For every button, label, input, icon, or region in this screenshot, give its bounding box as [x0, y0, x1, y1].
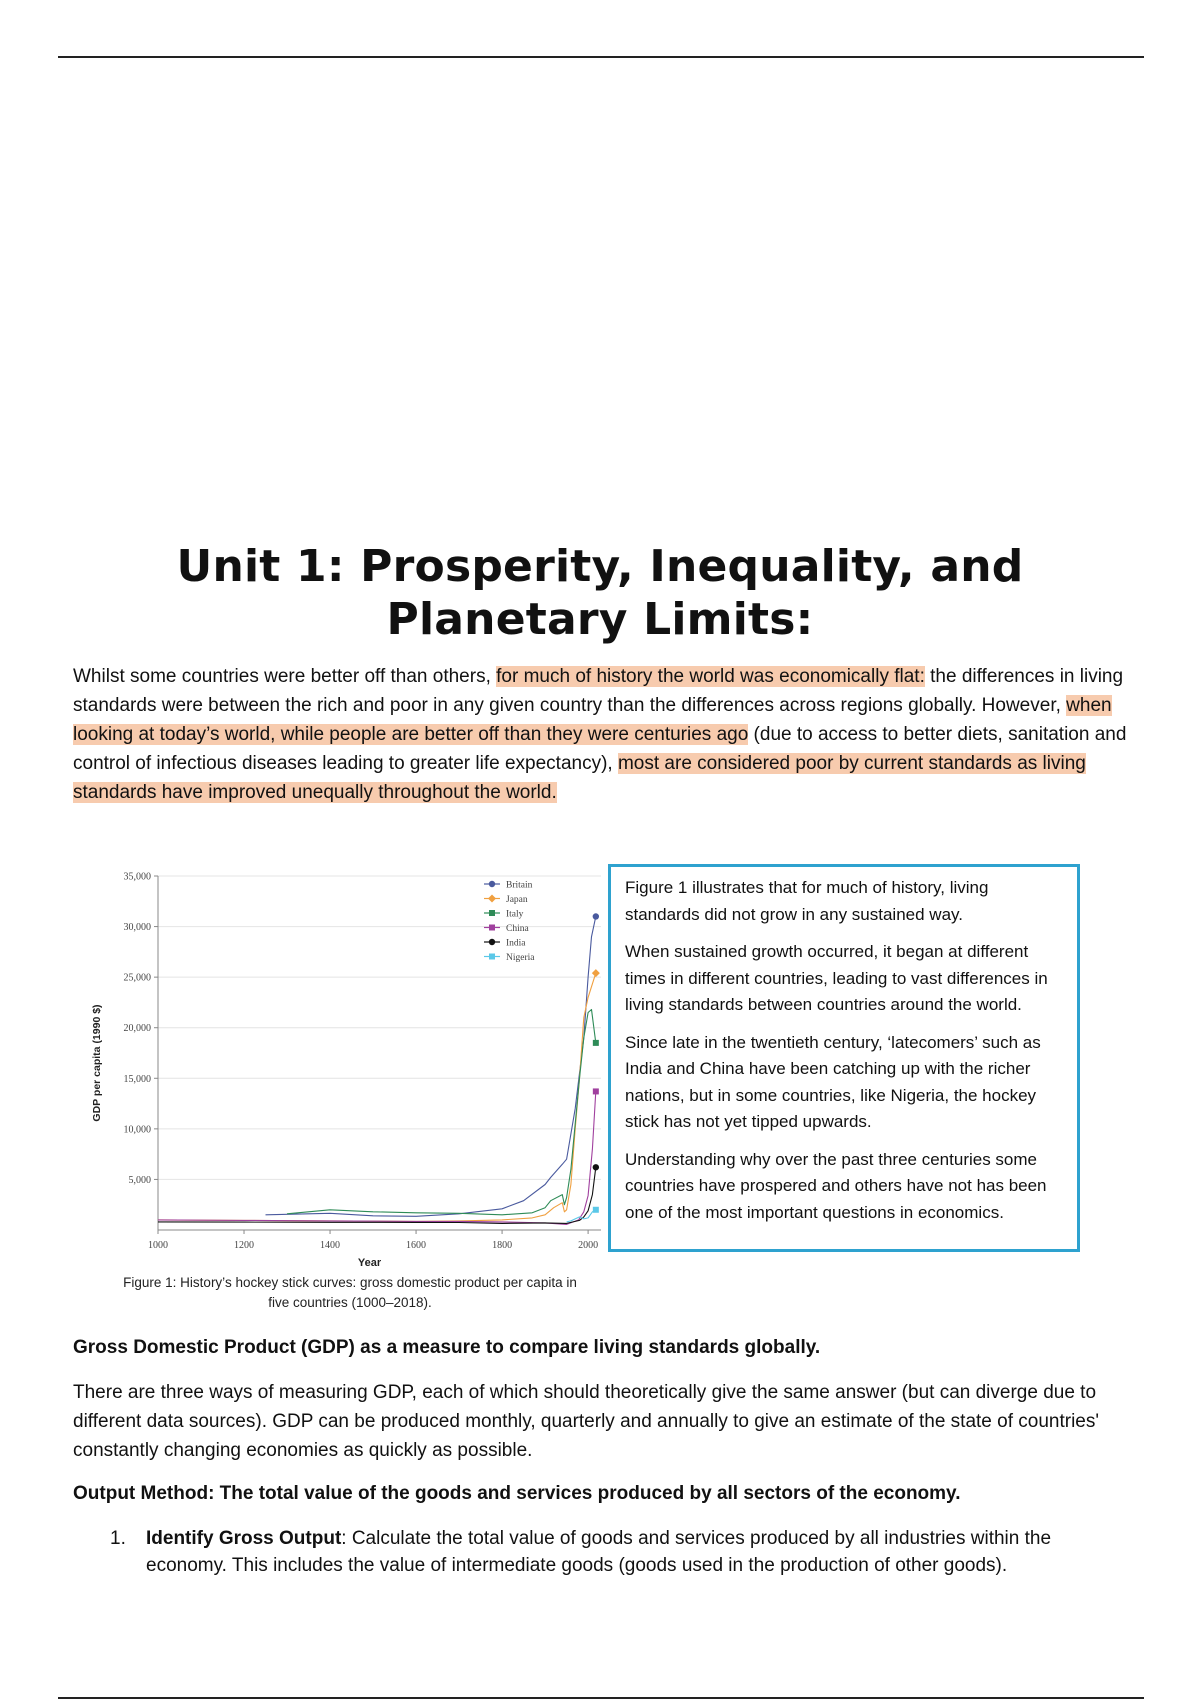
series-endpoint-italy — [593, 1040, 599, 1046]
x-tick-label: 1200 — [234, 1240, 255, 1251]
intro-paragraph — [73, 662, 1131, 807]
y-tick-label: 15,000 — [123, 1073, 151, 1085]
y-tick-label: 5,000 — [128, 1174, 151, 1186]
intro-text-1: Whilst some countries were better off than others, — [73, 666, 497, 687]
x-tick-label: 1400 — [320, 1240, 341, 1251]
callout-paragraph-1: Figure 1 illustrates that for much of history, living standards did not grow in any sustained way. — [625, 878, 989, 924]
x-tick-label: 1600 — [406, 1240, 427, 1251]
legend-marker-nigeria — [489, 954, 495, 960]
x-tick-label: 1000 — [148, 1240, 168, 1251]
page-title: Unit 1: Prosperity, Inequality, and Planetary Limits: — [176, 541, 1024, 645]
x-axis-label: Year — [357, 1257, 382, 1269]
legend-label-japan: Japan — [506, 895, 528, 905]
y-axis-label: GDP per capita (1990 $) — [91, 1004, 103, 1122]
legend-marker-china — [489, 925, 495, 931]
gdp-section-heading: Gross Domestic Product (GDP) as a measure to compare living standards globally. — [73, 1337, 821, 1358]
gdp-line-chart — [86, 860, 606, 1275]
y-tick-label: 30,000 — [123, 922, 151, 934]
callout-paragraph-4: Understanding why over the past three centuries some countries have prospered and others have not has been one of the most important questions in economics. — [625, 1149, 1047, 1222]
series-endpoint-china — [593, 1088, 599, 1094]
y-tick-label: 35,000 — [123, 871, 151, 883]
callout-paragraph-3: Since late in the twentieth century, ‘latecomers’ such as India and China have been catching up with the richer nations, but in some countries, like Nigeria, the hockey stick has not yet tipped upwards. — [625, 1032, 1041, 1131]
list-item-term: Identify Gross Output — [146, 1528, 342, 1549]
y-tick-label: 25,000 — [123, 972, 151, 984]
series-endpoint-india — [593, 1164, 599, 1170]
figure-callout-box — [608, 864, 1080, 1252]
series-endpoint-nigeria — [593, 1207, 599, 1213]
y-tick-label: 20,000 — [123, 1023, 151, 1035]
list-item — [110, 1525, 1120, 1579]
steps-list — [110, 1525, 1120, 1579]
legend-label-china: China — [506, 924, 529, 934]
gdp-paragraph: There are three ways of measuring GDP, each of which should theoretically give the same answer (but can diverge due to different data sources). GDP can be produced monthly, quarterly and annually to give an estimate of the state of countries' constantly changing economies as quickly as possible. — [73, 1382, 1099, 1461]
legend-marker-britain — [489, 881, 495, 887]
output-method-heading: Output Method: The total value of the goods and services produced by all sectors of the economy. — [73, 1483, 961, 1504]
legend-label-italy: Italy — [506, 909, 524, 920]
y-tick-label: 10,000 — [123, 1124, 151, 1136]
list-item-text: : Calculate the total value of goods and services produced by all industries within the economy. This includes the value of intermediate goods (goods used in the production of other goods). — [146, 1528, 1052, 1576]
top-rule — [58, 56, 1144, 58]
legend-label-nigeria: Nigeria — [506, 953, 535, 963]
intro-text-2: the differences in living standards were between the rich and poor in any given country than the differences across regions globally. However, — [73, 666, 1124, 716]
legend-marker-india — [489, 939, 495, 945]
x-tick-label: 1800 — [492, 1240, 513, 1251]
legend-label-india: India — [506, 938, 526, 949]
legend-label-britain: Britain — [506, 880, 533, 891]
intro-highlight-1: for much of history the world was economically flat: — [496, 666, 925, 687]
intro-highlight-3: most are considered poor by current standards as living standards have improved unequally throughout the world. — [73, 753, 1086, 803]
list-item-number: 1. — [110, 1528, 126, 1549]
intro-highlight-2: when looking at today’s world, while people are better off than they were centuries ago — [73, 695, 1112, 745]
intro-text-3: (due to access to better diets, sanitation and control of infectious diseases leading to greater life expectancy), — [73, 724, 1127, 774]
series-endpoint-britain — [593, 913, 599, 919]
x-tick-label: 2000 — [578, 1240, 599, 1251]
callout-paragraph-2: When sustained growth occurred, it began at different times in different countries, leading to vast differences in living standards between countries around the world. — [625, 942, 1048, 1014]
legend-marker-italy — [489, 910, 495, 916]
figure-caption: Figure 1: History’s hockey stick curves: gross domestic product per capita in five countries (1000–2018). — [123, 1275, 577, 1310]
bottom-rule — [58, 1697, 1144, 1699]
